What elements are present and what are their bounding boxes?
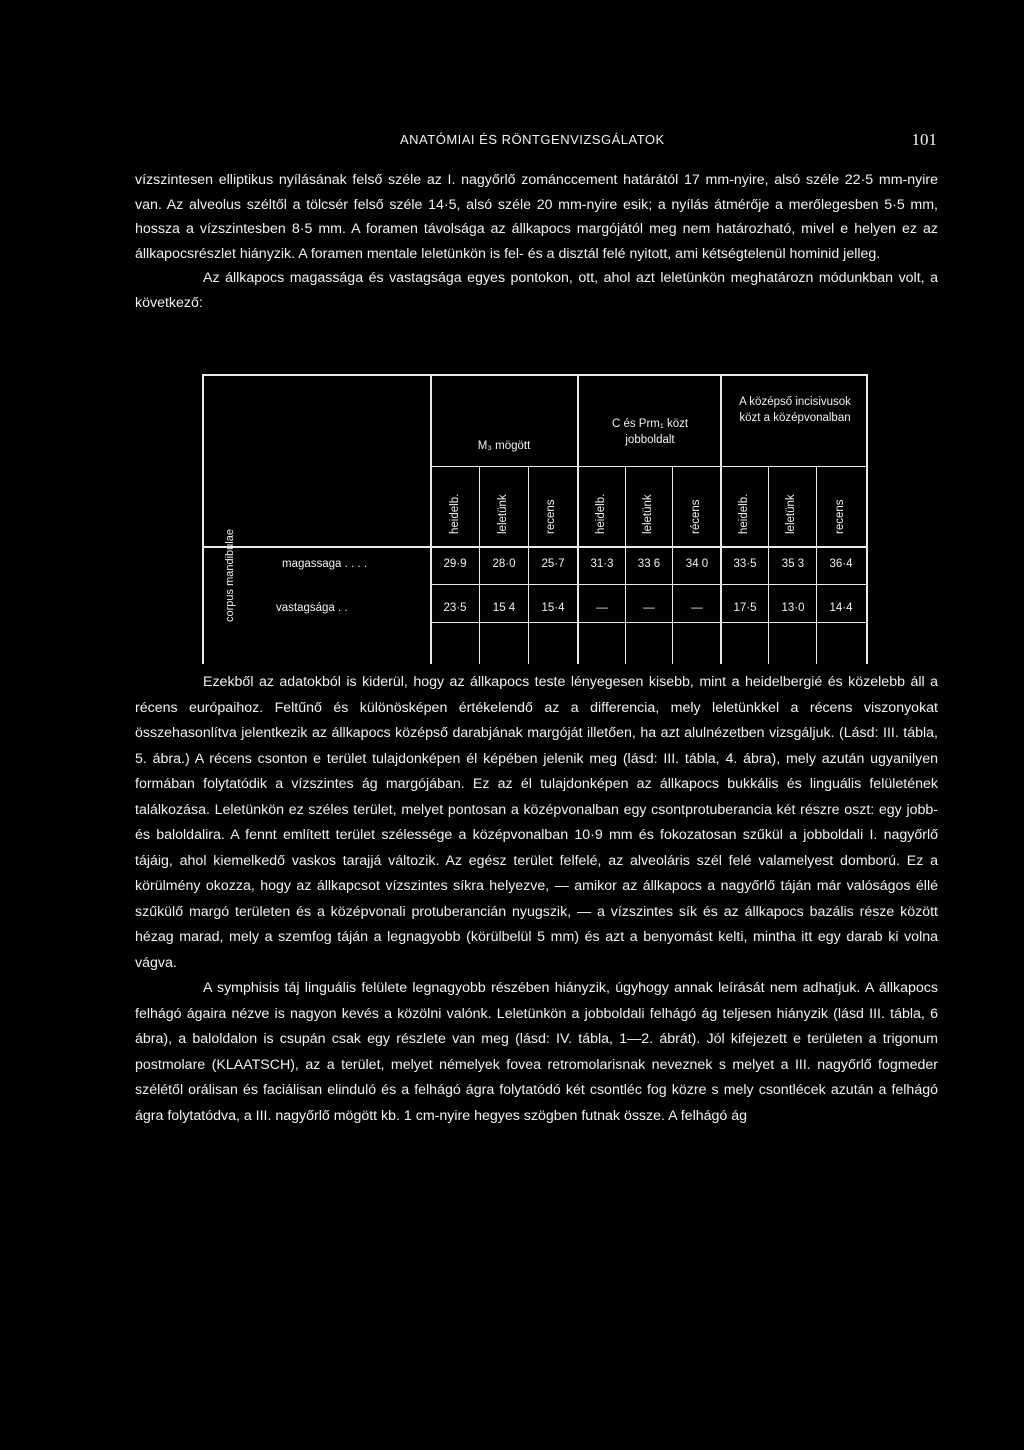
subheader-heidelb: heidelb. <box>738 493 750 534</box>
page-number: 101 <box>911 130 937 149</box>
subheader-heidelb: heidelb. <box>449 493 461 534</box>
subheader-leletunk: leletünk <box>497 494 509 534</box>
paragraph-text: vízszintesen elliptikus nyílásának felső széle az I. nagyőrlő zománccement határától 17 mm-nyire, alsó széle 22·5 mm-nyire van. Az alveolus széltől a tölcsér felső széle 14·5, alsó széle 20 mm-nyire esik; a nyílás átmérője a merőlegesben 5·5 mm, hossza a vízszintesben 8·5 mm. A foramen távolsága az állkapocs margójától meg nem határozható, mivel e helyen ez az állkapocsrészlet hiányzik. A foramen mentale leletünkön is fel- és a disztál felé nyitott, ami kétségtelenül hominid jelleg. <box>135 172 938 262</box>
subheader-leletunk: leletünk <box>642 494 654 534</box>
paragraph-text: Az állkapocs magassága és vastagsága egyes pontokon, ott, ahol azt leletünkön meghatározn módunkban volt, a következő: <box>135 270 938 311</box>
table-cell: 35 3 <box>781 558 805 570</box>
table-cell: 15 4 <box>492 602 516 614</box>
table-cell: 17·5 <box>733 602 757 614</box>
table-cell: — <box>596 602 608 614</box>
row-label-magassaga: magassaga . . . . <box>282 558 368 570</box>
subheader-recens: recens <box>834 499 846 534</box>
subheader-recens: récens <box>690 499 702 534</box>
table-cell: 33 6 <box>637 558 661 570</box>
table-cell: 34 0 <box>685 558 709 570</box>
group-header-c-prm: C és Prm₁ közt jobboldalt <box>611 418 689 446</box>
subheader-leletunk: leletünk <box>785 494 797 534</box>
measurement-table <box>202 374 868 664</box>
page-header <box>135 132 937 156</box>
paragraph-body <box>135 670 938 1129</box>
table-cell: 25·7 <box>541 558 565 570</box>
table-cell: — <box>643 602 655 614</box>
paragraph-intro <box>135 168 938 316</box>
table-cell: 14·4 <box>829 602 853 614</box>
running-title: ANATÓMIAI ÉS RÖNTGENVIZSGÁLATOK <box>400 132 665 147</box>
row-group-label: corpus mandibulae <box>224 529 236 622</box>
table-cell: 28·0 <box>492 558 516 570</box>
subheader-recens: recens <box>545 499 557 534</box>
row-label-vastagsaga: vastagsága . . <box>276 602 348 614</box>
table-cell: 31·3 <box>590 558 614 570</box>
paragraph-text: Ezekből az adatokból is kiderül, hogy az állkapocs teste lényegesen kisebb, mint a heidelbergié és közelebb áll a récens európaihoz. Feltűnő és különösképen értékelendő az a differencia, mely leletünkkel a récens viszonyokat összehasonlítva jelentkezik az állkapocs középső darabjának margóját illetően, ha azt alulnézetben vizsgáljuk. (Lásd: III. tábla, 5. ábra.) A récens csonton e terület tulajdonképen él képében jelenik meg (lásd: III. tábla, 4. ábra), mely azután ugyanilyen formában folytatódik a vízszintes ág margójában. Ez az él tulajdonképen az állkapocs bukkális és linguális felületének találkozása. Leletünkön ez széles terület, melyet pontosan a középvonalban egy csontprotuberancia két részre oszt: egy jobb- és baloldalira. A fennt említett terület szélessége a középvonalban 10·9 mm és fokozatosan szűkül a jobboldali I. nagyőrlő tájáig, ahol kiemelkedő vaskos tarajjá változik. Az egész terület felfelé, az alveoláris szél felé valamelyest domború. Ez a körülmény okozza, hogy az állkapcsot vízszintes síkra helyezve, — amikor az állkapocs a nagyőrlő táján már valóságos éllé szűkülő margó területen és a középvonali protuberancián nyugszik, — a vízszintes sík és az állkapocs bazális része között hézag marad, mely a szemfog táján a legnagyobb (körülbelül 5 mm) és azt a benyomást kelti, mintha itt egy darab ki volna vágva. <box>135 674 938 971</box>
table-cell: 33·5 <box>733 558 757 570</box>
subheader-heidelb: heidelb. <box>595 493 607 534</box>
table-cell: — <box>691 602 703 614</box>
table-cell: 23·5 <box>443 602 467 614</box>
table-cell: 15·4 <box>541 602 565 614</box>
table-cell: 36·4 <box>829 558 853 570</box>
paragraph-text: A symphisis táj linguális felülete legnagyobb részében hiányzik, úgyhogy annak leírását nem adhatjuk. A állkapocs felhágó ágaira nézve is nagyon kevés a közölni valónk. Leletünkön a jobboldali felhágó ág teljesen hiányzik (lásd III. tábla, 6 ábra), a baloldalon is csupán csak egy részlete van meg (lásd: IV. tábla, 1—2. ábrát). Jól kifejezett e területen a trigonum postmolare (KLAATSCH), az a terület, melyet némelyek fovea retromolarisnak neveznek s melyet a III. nagyőrlő fogmeder szélétől orálisan és faciálisan elinduló és a felhágó ágra folytatódó két csontléc fog közre s mely csontlécek azután a felhágó ágra folytatódva, a III. nagyőrlő mögött kb. 1 cm-nyire hegyes szögben futnak össze. A felhágó ág <box>135 980 938 1124</box>
group-header-m3: M₃ mögött <box>477 440 531 452</box>
table-cell: 29·9 <box>443 558 467 570</box>
group-header-incisivus: A középső incisivusok közt a középvonalban <box>739 396 851 424</box>
table-cell: 13·0 <box>781 602 805 614</box>
